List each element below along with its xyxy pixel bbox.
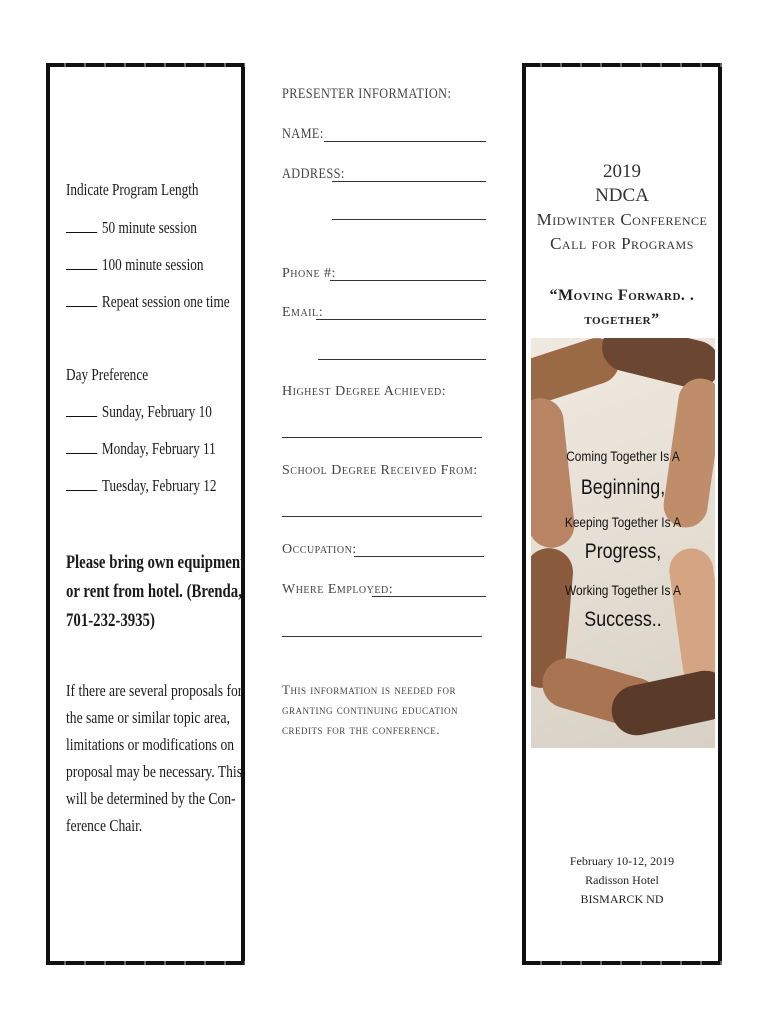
image-text-line-5: Working Together Is A	[565, 582, 681, 598]
event-date: February 10-12, 2019	[569, 854, 675, 868]
length-100-blank	[66, 257, 97, 270]
day-preference-heading: Day Preference	[66, 365, 149, 384]
address-label: ADDRESS:	[282, 166, 345, 182]
presenter-info-heading: PRESENTER INFORMATION:	[282, 86, 452, 102]
image-text-line-3: Keeping Together Is A	[564, 514, 682, 530]
employer-label: Where Employed:	[282, 582, 394, 597]
image-text-line-1: Coming Together Is A	[566, 448, 680, 464]
continuing-education-notice: This information is needed for granting continuing education credits for the conference.	[282, 682, 458, 737]
year: 2019	[603, 161, 641, 182]
name-label: NAME:	[282, 126, 324, 142]
sunday-blank	[66, 404, 97, 417]
event-details	[526, 852, 718, 909]
equipment-note: Please bring own equipment or rent from hotel. (Brenda, 701-232-3935)	[66, 552, 246, 631]
address-field-1[interactable]	[332, 181, 486, 182]
name-field[interactable]	[324, 141, 486, 142]
event-city: BISMARCK ND	[580, 892, 664, 906]
proposals-note: If there are several proposals for the same or similar topic area, limitations or modifications on proposal may be necessary. This will be determined by the Con- ference Chair.	[66, 681, 243, 835]
image-text-line-2: Beginning,	[580, 476, 666, 499]
occupation-field[interactable]	[354, 556, 484, 557]
image-text-line-6: Success..	[584, 608, 662, 631]
phone-field[interactable]	[330, 280, 486, 281]
monday-blank	[66, 441, 97, 454]
address-field-2[interactable]	[332, 219, 486, 220]
phone-label: Phone #:	[282, 266, 336, 281]
length-repeat-blank	[66, 294, 97, 307]
organization: NDCA	[595, 185, 649, 206]
day-option-monday: Monday, February 11	[66, 439, 216, 459]
joined-hands-image	[531, 338, 715, 748]
length-option-100: 100 minute session	[66, 255, 204, 275]
employer-field-2[interactable]	[282, 636, 482, 637]
email-field-2[interactable]	[318, 359, 486, 360]
email-field-1[interactable]	[316, 319, 486, 320]
school-label: School Degree Received From:	[282, 463, 478, 478]
motto: “Moving Forward. . together”	[549, 287, 695, 328]
tuesday-blank	[66, 478, 97, 491]
program-length-heading: Indicate Program Length	[66, 180, 199, 199]
employer-field-1[interactable]	[372, 596, 486, 597]
occupation-label: Occupation:	[282, 542, 357, 557]
school-field[interactable]	[282, 516, 482, 517]
image-text-line-4: Progress,	[584, 540, 662, 563]
conference-title-block	[526, 160, 718, 256]
length-50-blank	[66, 220, 97, 233]
email-label: Email:	[282, 305, 323, 320]
degree-label: Highest Degree Achieved:	[282, 384, 447, 399]
day-option-sunday: Sunday, February 10	[66, 402, 212, 422]
day-option-tuesday: Tuesday, February 12	[66, 476, 217, 496]
degree-field[interactable]	[282, 437, 482, 438]
event-line-2: Call for Programs	[550, 234, 694, 253]
length-option-50: 50 minute session	[66, 218, 197, 238]
length-option-repeat: Repeat session one time	[66, 292, 230, 312]
event-venue: Radisson Hotel	[585, 873, 659, 887]
event-line-1: Midwinter Conference	[536, 210, 708, 229]
